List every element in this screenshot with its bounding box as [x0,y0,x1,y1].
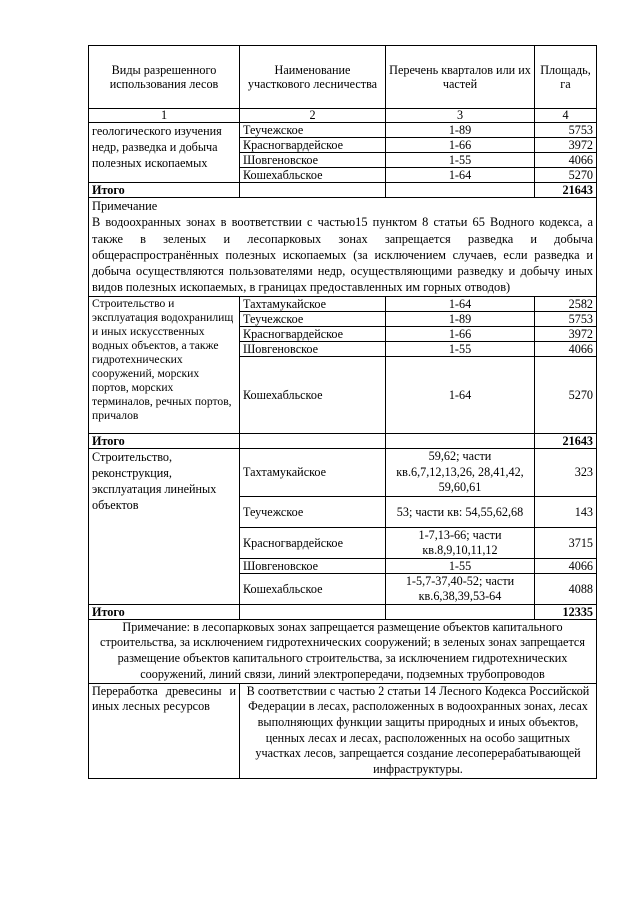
quarters: 59,62; части кв.6,7,12,13,26, 28,41,42, 59,60,61 [386,448,535,496]
area: 3972 [535,326,597,341]
note-title: Примечание [92,199,158,213]
quarters: 1-55 [386,558,535,573]
area: 4088 [535,573,597,604]
area: 3715 [535,527,597,558]
quarters: 1-7,13-66; части кв.8,9,10,11,12 [386,527,535,558]
empty-cell [386,433,535,448]
forestry-name: Шовгеновское [240,558,386,573]
total-area: 21643 [535,183,597,198]
area: 4066 [535,153,597,168]
column-number: 4 [535,109,597,123]
forestry-name: Тахтамукайское [240,296,386,311]
note-row [89,198,597,297]
forestry-name: Теучежское [240,496,386,527]
header-use-type: Виды разрешенного использования лесов [89,46,240,109]
forestry-name: Кошехабльское [240,356,386,433]
empty-cell [240,183,386,198]
total-label: Итого [89,604,240,619]
forestry-name: Тахтамукайское [240,448,386,496]
note-row [89,619,597,683]
column-number: 2 [240,109,386,123]
note-text: В водоохранных зонах в воответствии с частью15 пунктом 8 статьи 65 Водного кодекса, а также в зеленых и лесопарковых зонах запрещается разведка и добыча общераспространённых полезных ископаемых (за исключением случаев, если разведка и добыча осуществляются пользователями недр, осуществляющими разведку и добычу иных видов полезных ископаемых, в границах предоставленных им горных отводов) [92,215,593,295]
quarters: 53; части кв: 54,55,62,68 [386,496,535,527]
total-area: 12335 [535,604,597,619]
quarters: 1-5,7-37,40-52; части кв.6,38,39,53-64 [386,573,535,604]
note-text: Примечание: в лесопарковых зонах запрещается размещение объектов капитального строительства, за исключением гидротехнических сооружений; в зеленых зонах запрещается размещение объектов капитального строительства, за исключением гидротехнических сооружений, линий связи, линий электропередачи, подземных трубопроводов [89,619,597,683]
forestry-name: Красногвардейское [240,326,386,341]
quarters: 1-66 [386,326,535,341]
quarters: 1-89 [386,123,535,138]
quarters: 1-55 [386,153,535,168]
column-number: 1 [89,109,240,123]
quarters: 1-64 [386,168,535,183]
note-cell [89,198,597,297]
total-label: Итого [89,183,240,198]
forestry-name: Шовгеновское [240,153,386,168]
area: 323 [535,448,597,496]
forestry-name: Теучежское [240,311,386,326]
use-type-wood-processing: Переработка древесины и иных лесных ресурсов [89,683,240,778]
header-forestry-name: Наименование участкового лесничества [240,46,386,109]
area: 2582 [535,296,597,311]
use-type-linear-objects: Строительство, реконструкция, эксплуатация линейных объектов [89,448,240,604]
area: 4066 [535,558,597,573]
forestry-name: Теучежское [240,123,386,138]
quarters: 1-64 [386,296,535,311]
total-row [89,183,597,198]
forestry-name: Красногвардейское [240,527,386,558]
column-number-row [89,109,597,123]
empty-cell [240,604,386,619]
table-row [89,123,597,138]
empty-cell [240,433,386,448]
use-type-water-objects: Строительство и эксплуатация водохранилищ и иных искусственных водных объектов, а также гидротехнических сооружений, морских портов, морских терминалов, речных портов, причалов [89,296,240,433]
quarters: 1-55 [386,341,535,356]
area: 4066 [535,341,597,356]
total-row [89,433,597,448]
column-number: 3 [386,109,535,123]
header-quarters: Перечень кварталов или их частей [386,46,535,109]
forest-use-table [88,45,597,779]
area: 5753 [535,123,597,138]
empty-cell [386,183,535,198]
table-header-row [89,46,597,109]
quarters: 1-66 [386,138,535,153]
area: 5270 [535,356,597,433]
total-label: Итого [89,433,240,448]
wood-processing-text: В соответствии с частью 2 статьи 14 Лесного Кодекса Российской Федерации в лесах, расположенных в водоохранных зонах, лесах выполняющих функции защиты природных и иных объектов, ценных лесах и лесах, расположенных на особо защитных участках лесов, запрещается создание лесоперерабатывающей инфраструктуры. [240,683,597,778]
area: 5270 [535,168,597,183]
forestry-name: Шовгеновское [240,341,386,356]
area: 3972 [535,138,597,153]
document-page [88,45,596,779]
header-area: Площадь, га [535,46,597,109]
quarters: 1-64 [386,356,535,433]
total-area: 21643 [535,433,597,448]
area: 143 [535,496,597,527]
empty-cell [386,604,535,619]
table-row [89,683,597,778]
table-row [89,448,597,496]
use-type-geology: геологического изучения недр, разведка и добыча полезных ископаемых [89,123,240,183]
forestry-name: Кошехабльское [240,168,386,183]
quarters: 1-89 [386,311,535,326]
total-row [89,604,597,619]
forestry-name: Кошехабльское [240,573,386,604]
table-row [89,296,597,311]
forestry-name: Красногвардейское [240,138,386,153]
area: 5753 [535,311,597,326]
